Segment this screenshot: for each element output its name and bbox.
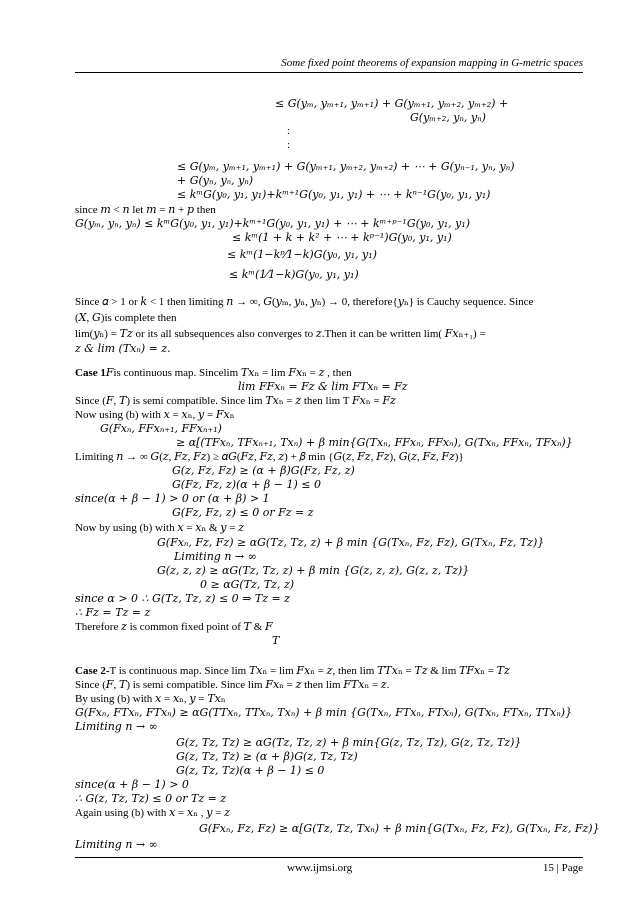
eq-line: ≤ 𝐺(𝑦ₘ, 𝑦ₘ₊₁, 𝑦ₘ₊₁) + 𝐺(𝑦ₘ₊₁, 𝑦ₘ₊₂, 𝑦ₘ₊₂) + ⋯ + 𝐺(𝑦ₙ₋₁, 𝑦ₙ, 𝑦ₙ) xyxy=(177,160,515,173)
eq-line: ≤ 𝑘ᵐ(1 + 𝑘 + 𝑘² + ⋯ + 𝑘ᵖ⁻¹)𝐺(𝑦₀, 𝑦₁, 𝑦₁) xyxy=(232,231,452,244)
eq-line: 𝑠𝑖𝑛𝑐𝑒 𝛼 > 0 ∴ 𝐺(𝑇𝑧, 𝑇𝑧, 𝑧) ≤ 0 ⇒ 𝑇𝑧 = 𝑧 xyxy=(75,592,291,605)
footer-url[interactable]: www.ijmsi.org xyxy=(287,862,353,874)
case-text: T is continuous map. Since lim 𝑇𝑥ₙ = lim 𝐹𝑥ₙ = 𝑧, then lim 𝑇𝑇𝑥ₙ = 𝑇𝑧 & lim 𝑇𝐹𝑥ₙ = 𝑇𝑧 xyxy=(109,665,510,677)
text-line: Again using (b) with 𝑥 = 𝑥ₙ , 𝑦 = 𝑧 xyxy=(75,807,230,819)
eq-line: ≤ 𝑘ᵐ(1−𝑘ᵖ⁄1−𝑘)𝐺(𝑦₀, 𝑦₁, 𝑦₁) xyxy=(227,248,377,261)
eq-line: ≤ 𝐺(𝑦ₘ, 𝑦ₘ₊₁, 𝑦ₘ₊₁) + 𝐺(𝑦ₘ₊₁, 𝑦ₘ₊₂, 𝑦ₘ₊₂) + xyxy=(275,97,509,110)
eq-line: ≤ 𝑘ᵐ(1⁄1−𝑘)𝐺(𝑦₀, 𝑦₁, 𝑦₁) xyxy=(229,268,359,281)
eq-line: 𝐺(𝑧, 𝑧, 𝑧) ≥ 𝛼𝐺(𝑇𝑧, 𝑇𝑧, 𝑧) + 𝛽 min {𝐺(𝑧, 𝑧, 𝑧), 𝐺(𝑧, 𝑧, 𝑇𝑧)} xyxy=(157,564,470,577)
eq-ellipsis: : xyxy=(287,139,291,151)
case-text: 𝐹is continuous map. Sincelim 𝑇𝑥ₙ = lim 𝐹𝑥ₙ = 𝑧 , then xyxy=(105,367,352,379)
eq-line: ∴ 𝐺(𝑧, 𝑇𝑧, 𝑇𝑧) ≤ 0 𝑜𝑟 𝑇𝑧 = 𝑧 xyxy=(75,792,227,805)
header-rule xyxy=(75,72,583,73)
text-line: Therefore 𝑧 is common fixed point of 𝑇 & 𝐹 xyxy=(75,621,273,633)
text-line: Since 𝛼 > 1 or 𝑘 < 1 then limiting 𝑛 → ∞, 𝐺(𝑦ₘ, 𝑦ₙ, 𝑦ₙ) → 0, therefore{𝑦ₙ} is Cauchy sequence. Since xyxy=(75,296,534,308)
eq-line: 𝑇 xyxy=(272,634,280,647)
eq-line: 𝐿𝑖𝑚𝑖𝑡𝑖𝑛𝑔 𝑛 → ∞ xyxy=(174,550,257,563)
text-line: lim(𝑦ₙ) = 𝑇𝑧 or its all subsequences also converges to 𝑧.Then it can be written lim( 𝐹𝑥ₙ₊₁) = xyxy=(75,328,486,340)
eq-line: 𝐺(𝐹𝑥ₙ, 𝐹𝑧, 𝐹𝑧) ≥ 𝛼[𝐺(𝑇𝑧, 𝑇𝑧, 𝑇𝑥ₙ) + 𝛽 min{𝐺(𝑇𝑥ₙ, 𝐹𝑧, 𝐹𝑧), 𝐺(𝑇𝑥ₙ, 𝐹𝑧, 𝐹𝑧)} xyxy=(199,822,600,835)
eq-line: 𝐺(𝐹𝑥ₙ, 𝐹𝐹𝑥ₙ₊₁, 𝐹𝐹𝑥ₙ₊₁) xyxy=(100,422,222,435)
eq-line: + 𝐺(𝑦ₙ, 𝑦ₙ, 𝑦ₙ) xyxy=(177,174,254,187)
case-1-heading-line xyxy=(75,366,352,380)
eq-line: 𝐺(𝐹𝑧, 𝐹𝑧, 𝑧) ≤ 0 𝑜𝑟 𝐹𝑧 = 𝑧 xyxy=(172,506,314,519)
eq-line: 𝐺(𝐹𝑧, 𝐹𝑧, 𝑧)(𝛼 + 𝛽 − 1) ≤ 0 xyxy=(172,478,322,491)
text-line: By using (b) with 𝑥 = 𝑥ₙ, 𝑦 = 𝑇𝑥ₙ xyxy=(75,693,226,705)
text-line: Since (𝐹, 𝑇) is semi compatible. Since lim 𝐹𝑥ₙ = 𝑧 then lim 𝐹𝑇𝑥ₙ = 𝑧. xyxy=(75,679,390,691)
case-label: Case 2- xyxy=(75,665,110,677)
footer-rule xyxy=(75,857,583,858)
eq-line: 0 ≥ 𝛼𝐺(𝑇𝑧, 𝑇𝑧, 𝑧) xyxy=(200,578,295,591)
eq-line: lim 𝐹𝐹𝑥ₙ = 𝐹𝑧 & lim 𝐹𝑇𝑥ₙ = 𝐹𝑧 xyxy=(238,380,408,393)
eq-line: 𝐺(𝑧, 𝐹𝑧, 𝐹𝑧) ≥ (𝛼 + 𝛽)𝐺(𝐹𝑧, 𝐹𝑧, 𝑧) xyxy=(172,464,355,477)
eq-ellipsis: : xyxy=(287,125,291,137)
case-2-heading-line xyxy=(75,664,510,678)
text-line: Limiting 𝑛 → ∞ 𝐺(𝑧, 𝐹𝑧, 𝐹𝑧) ≥ 𝛼𝐺(𝐹𝑧, 𝐹𝑧, 𝑧) + 𝛽 min {𝐺(𝑧, 𝐹𝑧, 𝐹𝑧), 𝐺(𝑧, 𝐹𝑧, 𝐹𝑧)} xyxy=(75,451,464,463)
eq-line: 𝐺(𝑦ₘ, 𝑦ₙ, 𝑦ₙ) ≤ 𝑘ᵐ𝐺(𝑦₀, 𝑦₁, 𝑦₁)+𝑘ᵐ⁺¹𝐺(𝑦₀, 𝑦₁, 𝑦₁) + ⋯ + 𝑘ᵐ⁺ᵖ⁻¹𝐺(𝑦₀, 𝑦₁, 𝑦₁) xyxy=(75,217,471,230)
text-line: since 𝑚 < 𝑛 let 𝑚 = 𝑛 + 𝑝 then xyxy=(75,204,216,216)
footer-page-number: 15 | Page xyxy=(542,862,583,874)
eq-line: 𝐺(𝑧, 𝑇𝑧, 𝑇𝑧) ≥ (𝛼 + 𝛽)𝐺(𝑧, 𝑇𝑧, 𝑇𝑧) xyxy=(176,750,358,763)
text-line: (𝑋, 𝐺)is complete then xyxy=(75,312,177,324)
text-line: Now by using (b) with 𝑥 = 𝑥ₙ & 𝑦 = 𝑧 xyxy=(75,522,244,534)
eq-line: 𝐿𝑖𝑚𝑖𝑡𝑖𝑛𝑔 𝑛 → ∞ xyxy=(75,720,158,733)
eq-line: 𝐺(𝑧, 𝑇𝑧, 𝑇𝑧) ≥ 𝛼𝐺(𝑇𝑧, 𝑇𝑧, 𝑧) + 𝛽 min{𝐺(𝑧, 𝑇𝑧, 𝑇𝑧), 𝐺(𝑧, 𝑇𝑧, 𝑇𝑧)} xyxy=(176,736,522,749)
eq-line: ∴ 𝐹𝑧 = 𝑇𝑧 = 𝑧 xyxy=(75,606,151,619)
eq-line: 𝑧 & lim (𝑇𝑥ₙ) = 𝑧. xyxy=(75,342,171,355)
running-title: Some fixed point theorems of expansion mapping in G-metric spaces xyxy=(281,57,583,69)
eq-line: ≤ 𝑘ᵐ𝐺(𝑦₀, 𝑦₁, 𝑦₁)+𝑘ᵐ⁺¹𝐺(𝑦₀, 𝑦₁, 𝑦₁) + ⋯ + 𝑘ⁿ⁻¹𝐺(𝑦₀, 𝑦₁, 𝑦₁) xyxy=(177,188,491,201)
eq-line: 𝑠𝑖𝑛𝑐𝑒(𝛼 + 𝛽 − 1) > 0 𝑜𝑟 (𝛼 + 𝛽) > 1 xyxy=(75,492,270,505)
eq-line: ≥ 𝛼[(𝑇𝐹𝑥ₙ, 𝑇𝐹𝑥ₙ₊₁, 𝑇𝑥ₙ) + 𝛽 min{𝐺(𝑇𝑥ₙ, 𝐹𝐹𝑥ₙ, 𝐹𝐹𝑥ₙ), 𝐺(𝑇𝑥ₙ, 𝐹𝐹𝑥ₙ, 𝑇𝐹𝑥ₙ)} xyxy=(176,436,573,449)
eq-line: 𝐺(𝐹𝑥ₙ, 𝐹𝑧, 𝐹𝑧) ≥ 𝛼𝐺(𝑇𝑧, 𝑇𝑧, 𝑧) + 𝛽 min {𝐺(𝑇𝑥ₙ, 𝐹𝑧, 𝐹𝑧), 𝐺(𝑇𝑥ₙ, 𝐹𝑧, 𝑇𝑧)} xyxy=(157,536,545,549)
eq-line: 𝑠𝑖𝑛𝑐𝑒(𝛼 + 𝛽 − 1) > 0 xyxy=(75,778,189,791)
eq-line: 𝐺(𝑦ₘ₊₂, 𝑦ₙ, 𝑦ₙ) xyxy=(410,111,486,124)
eq-line: 𝐺(𝐹𝑥ₙ, 𝐹𝑇𝑥ₙ, 𝐹𝑇𝑥ₙ) ≥ 𝛼𝐺(𝑇𝑇𝑥ₙ, 𝑇𝑇𝑥ₙ, 𝑇𝑥ₙ) + 𝛽 min {𝐺(𝑇𝑥ₙ, 𝐹𝑇𝑥ₙ, 𝐹𝑇𝑥ₙ), 𝐺(𝑇𝑥ₙ, 𝐹𝑇𝑥ₙ, 𝑇𝑇𝑥ₙ)} xyxy=(75,706,573,719)
eq-line: 𝐿𝑖𝑚𝑖𝑡𝑖𝑛𝑔 𝑛 → ∞ xyxy=(75,838,158,851)
case-label: Case 1 xyxy=(75,367,106,379)
text-line: Since (𝐹, 𝑇) is semi compatible. Since lim 𝑇𝑥ₙ = 𝑧 then lim T 𝐹𝑥ₙ = 𝐹𝑧 xyxy=(75,395,396,407)
eq-line: 𝐺(𝑧, 𝑇𝑧, 𝑇𝑧)(𝛼 + 𝛽 − 1) ≤ 0 xyxy=(176,764,325,777)
text-line: Now using (b) with 𝑥 = 𝑥ₙ, 𝑦 = 𝐹𝑥ₙ xyxy=(75,409,235,421)
